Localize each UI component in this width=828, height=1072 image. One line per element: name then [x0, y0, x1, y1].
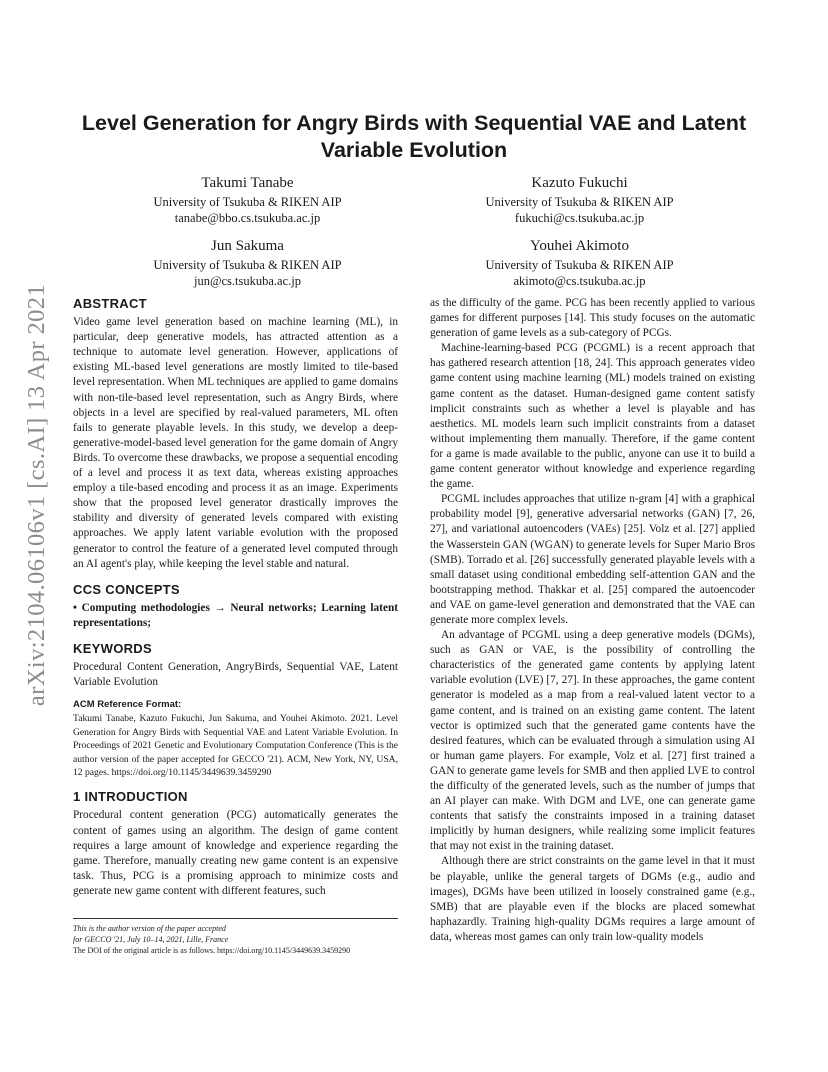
footnote [73, 918, 398, 956]
abstract-heading: ABSTRACT [73, 296, 147, 311]
ccs-heading: CCS CONCEPTS [73, 581, 180, 597]
arxiv-stamp: arXiv:2104.06106v1 [cs.AI] 13 Apr 2021 [23, 283, 50, 707]
introduction-paragraph: Procedural content generation (PCG) automatically generates the content of games using an algorithm. The design of game content requires a large amount of knowledge and experience regarding the game. Therefore, manually creating new game content is an expensive task. Thus, PCG is a promising approach to minimize costs and generate new game content with different features, such [73, 809, 398, 897]
author-affiliation: University of Tsukuba & RIKEN AIP [153, 195, 342, 209]
keywords-text: Procedural Content Generation, AngryBirds, Sequential VAE, Latent Variable Evolution [73, 661, 398, 689]
body-paragraph: Machine-learning-based PCG (PCGML) is a recent approach that has gathered research attention [18, 24]. This approach generates video game content using machine learning (ML) models trained on existing game content as the dataset. Human-designed game content satisfy implicit constraints such as whether a level is playable and has aesthetics. ML models learn such implicit constraints from a dataset without implementing them manually. Therefore, if the game content for a game is made available to the public, anyone can use it to build a game content generator without knowledge and experience regarding the game. [430, 342, 755, 491]
paper-title: Level Generation for Angry Birds with Sequential VAE and Latent Variable Evolution [81, 111, 747, 162]
introduction-heading: 1 INTRODUCTION [73, 789, 188, 805]
author-email[interactable]: tanabe@bbo.cs.tsukuba.ac.jp [174, 211, 321, 225]
body-paragraph: Although there are strict constraints on the game level in that it must be playable, unlike the general targets of DGMs (e.g., audio and images), DGMs have been utilized in loosely constrained game (e.g., SMB) that are playable even if the blocks are placed somewhat haphazardly. Training high-quality DGMs requires a large amount of data, whereas most games can only train low-quality models [430, 855, 755, 943]
acm-reference-heading: ACM Reference Format: [73, 699, 182, 711]
ccs-text: • Computing methodologies → Neural networks; Learning latent representations; [73, 601, 398, 629]
footnote-doi: The DOI of the original article is as follows. https://doi.org/10.1145/3449639.3459290 [73, 946, 351, 955]
body-paragraph: PCGML includes approaches that utilize n-gram [4] with a graphical probability model [9], generative adversarial networks (GAN) [7, 26, 27], and variational autoencoders (VAEs) [25]. Volz et al. [27] applied the Wasserstein GAN (WGAN) to generate levels for Super Mario Bros (SMB). Torrado et al. [26] successfully generated playable levels with a small dataset using conditional embedding self-attention GAN and the bootstrapping method. Thakkar et al. [25] compared the autoencoder and VAE on game-level generation and demonstrated that the VAE can generate more complex levels. [430, 493, 755, 626]
body-paragraph: An advantage of PCGML using a deep generative models (DGMs), such as GAN or VAE, is the possibility of controlling the characteristics of the generated game contents by applying latent variable evolution (LVE) [7, 27]. In these approaches, the game content generator is modeled as a map from a real-valued latent vector to a game content, and is trained on an existing game content. The latent vector is optimized such that the generated game contents have the desired features, which can be evaluated through a simulation using AI or human game players. For example, Volz et al. [27] first trained a GAN to generate game levels for SMB and then applied LVE to control the difficulty of the generated levels, such as the number of jumps that an AI player can make. With DGM and LVE, one can generate game contents that satisfy the constraints imposed in a training dataset implicitly by human designers, while realizing some implicit features that may not exist in the training dataset. [430, 629, 755, 853]
author-affiliation: University of Tsukuba & RIKEN AIP [485, 258, 674, 272]
keywords-heading: KEYWORDS [73, 640, 152, 656]
acm-reference-text: Takumi Tanabe, Kazuto Fukuchi, Jun Sakuma, and Youhei Akimoto. 2021. Level Generation for Angry Birds with Sequential VAE and Latent Variable Evolution. In Proceedings of 2021 Genetic and Evolutionary Computation Conference (This is the author version of the paper accepted for GECCO '21). ACM, New York, NY, USA, 12 pages. https://doi.org/10.1145/3449639.3459290 [73, 713, 398, 778]
author-email[interactable]: jun@cs.tsukuba.ac.jp [194, 274, 301, 288]
abstract-text: Video game level generation based on machine learning (ML), in particular, deep generative models, has attracted attention as a technique to automate level generation. However, applications of existing ML-based level generations are mostly limited to tile-based level representation. When ML techniques are applied to game domains with non-tile-based level representation, such as Angry Birds, where objects in a level are specified by real-valued parameters, ML often fails to generate playable levels. In this study, we develop a deep-generative-model-based level generation for the game domain of Angry Birds. To overcome these drawbacks, we propose a sequential encoding of a level and process it as text data, whereas existing approaches employ a tile-based encoding and process it as an image. Experiments show that the proposed level generator drastically improves the stability and diversity of generated levels compared with existing approaches. We apply latent variable evolution with the proposed generator to control the feature of a generated level computed through an AI agent's play, while keeping the level stable and natural. [73, 316, 398, 570]
author-block [95, 237, 400, 289]
author-name: Youhei Akimoto [530, 238, 629, 254]
author-affiliation: University of Tsukuba & RIKEN AIP [485, 195, 674, 209]
author-block [427, 174, 732, 226]
author-email[interactable]: fukuchi@cs.tsukuba.ac.jp [514, 211, 645, 225]
author-email[interactable]: akimoto@cs.tsukuba.ac.jp [513, 274, 646, 288]
author-block [427, 237, 732, 289]
left-column [73, 296, 398, 899]
author-name: Jun Sakuma [211, 238, 284, 254]
author-affiliation: University of Tsukuba & RIKEN AIP [153, 258, 342, 272]
footnote-line: This is the author version of the paper accepted [73, 924, 226, 933]
author-name: Kazuto Fukuchi [531, 175, 628, 191]
right-column [430, 296, 755, 945]
author-name: Takumi Tanabe [201, 175, 294, 191]
author-block [95, 174, 400, 226]
body-paragraph: as the difficulty of the game. PCG has been recently applied to various games for different purposes [14]. This study focuses on the automatic generation of game levels as a sub-category of PCGs. [430, 297, 755, 340]
footnote-line: for GECCO '21, July 10–14, 2021, Lille, France [73, 935, 229, 944]
